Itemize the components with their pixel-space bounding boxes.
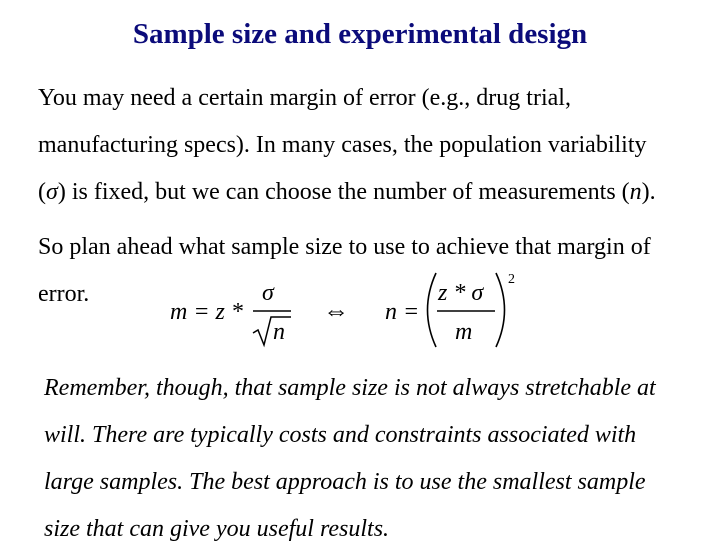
exponent: 2 — [508, 272, 515, 287]
sigma-symbol: σ — [46, 179, 58, 205]
open-paren: ( — [38, 179, 46, 205]
sqrt-sign — [253, 317, 291, 345]
close-paren: ). — [641, 179, 656, 205]
intro-line-3-text: ) is fixed, but we can choose the number of measurements ( — [57, 179, 630, 205]
formula-left-denominator: n — [273, 319, 285, 345]
intro-line-2: manufacturing specs). In many cases, the population variability — [38, 132, 647, 158]
plan-line-2: error. — [38, 281, 90, 307]
formula-right-numerator: z * σ — [438, 280, 484, 306]
sample-size-formula — [165, 263, 525, 353]
formula-left-lhs: m = z * — [170, 299, 243, 325]
intro-line-1: You may need a certain margin of error (e.g., drug trial, — [38, 85, 571, 111]
caveat-line-3: large samples. The best approach is to use the smallest sample — [44, 469, 646, 495]
caveat-paragraph — [44, 365, 694, 553]
plan-line-1: So plan ahead what sample size to use to achieve that margin of — [38, 234, 651, 260]
left-paren — [428, 273, 437, 347]
formula-left-numerator: σ — [262, 280, 274, 306]
slide-title: Sample size and experimental design — [132, 18, 588, 50]
intro-paragraph — [38, 75, 688, 216]
caveat-line-4: size that can give you useful results. — [44, 516, 390, 542]
caveat-line-1: Remember, though, that sample size is not always stretchable at — [44, 375, 656, 401]
right-paren — [496, 273, 505, 347]
intro-line-3 — [38, 169, 688, 216]
formula-right-denominator: m — [455, 319, 473, 345]
formula-right-lhs: n = — [385, 299, 420, 325]
n-symbol: n — [629, 179, 642, 205]
equivalence-arrow-icon: ⇔ — [323, 296, 349, 325]
caveat-line-2: will. There are typically costs and constraints associated with — [44, 422, 637, 448]
